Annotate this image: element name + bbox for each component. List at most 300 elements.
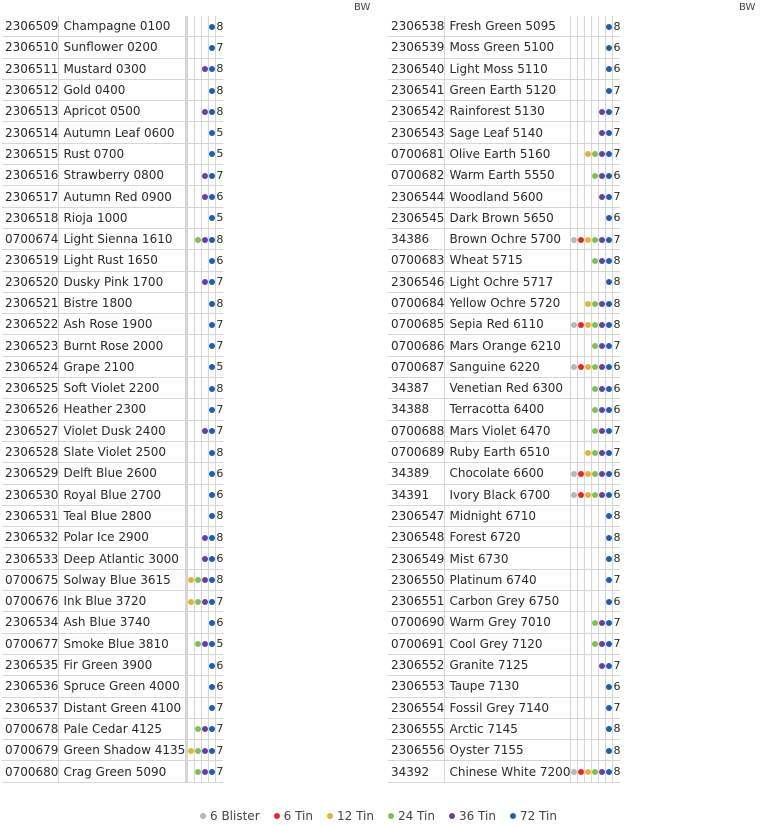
tin-cell (578, 79, 585, 100)
product-code: 34387 (388, 378, 445, 399)
color-name: Polar Ice 2900 (59, 527, 186, 548)
availability-dot (592, 343, 598, 349)
color-name: Ash Rose 1900 (59, 314, 186, 335)
product-code: 2306525 (2, 378, 59, 399)
color-row (2, 463, 223, 484)
bw-value: 6 (613, 37, 621, 58)
tin-cell (188, 505, 195, 526)
tin-cell (571, 463, 578, 484)
color-row (2, 335, 223, 356)
product-code: 2306541 (388, 79, 445, 100)
product-code: 2306524 (2, 356, 59, 377)
tin-cell (585, 16, 592, 37)
availability-dot (592, 151, 598, 157)
tin-cell (202, 761, 209, 782)
tin-cell (578, 101, 585, 122)
availability-dot (571, 471, 577, 477)
color-name: Sanguine 6220 (445, 356, 571, 377)
tin-cell (202, 527, 209, 548)
availability-dot (202, 556, 208, 562)
availability-dot (202, 66, 208, 72)
availability-dot (606, 322, 612, 328)
color-row (388, 271, 620, 292)
tin-cell (188, 484, 195, 505)
legend-dot (449, 813, 455, 819)
tin-cell (599, 633, 606, 654)
tin-cell (606, 79, 613, 100)
tin-cell (195, 314, 202, 335)
tin-cell (606, 420, 613, 441)
color-row (2, 505, 223, 526)
product-code: 2306530 (2, 484, 59, 505)
tin-cell (606, 292, 613, 313)
color-name: Yellow Ochre 5720 (445, 292, 571, 313)
product-code: 34391 (388, 484, 445, 505)
product-code: 2306526 (2, 399, 59, 420)
color-name: Teal Blue 2800 (59, 505, 186, 526)
tin-cell (188, 271, 195, 292)
tin-cell (571, 484, 578, 505)
color-row (2, 399, 223, 420)
bw-value: 8 (613, 16, 621, 37)
tin-cell (209, 697, 216, 718)
availability-dot (209, 279, 215, 285)
color-name: Burnt Rose 2000 (59, 335, 186, 356)
bw-value: 8 (216, 58, 224, 79)
tin-cell (592, 591, 599, 612)
tin-cell (585, 378, 592, 399)
tin-cell (599, 250, 606, 271)
bw-value: 5 (216, 356, 224, 377)
tin-cell (606, 654, 613, 675)
tin-cell (209, 718, 216, 739)
bw-value: 7 (613, 441, 621, 462)
availability-dot (606, 492, 612, 498)
tin-cell (606, 186, 613, 207)
bw-value: 8 (613, 292, 621, 313)
tin-cell (592, 441, 599, 462)
tin-cell (585, 484, 592, 505)
tin-cell (606, 484, 613, 505)
bw-value: 8 (216, 16, 224, 37)
product-code: 2306550 (388, 569, 445, 590)
tin-cell (188, 548, 195, 569)
tin-cell (209, 292, 216, 313)
tin-cell (606, 122, 613, 143)
tin-cell (571, 271, 578, 292)
color-name: Light Moss 5110 (445, 58, 571, 79)
tin-cell (188, 761, 195, 782)
color-name: Ivory Black 6700 (445, 484, 571, 505)
color-name: Granite 7125 (445, 654, 571, 675)
availability-dot (606, 726, 612, 732)
tin-cell (202, 591, 209, 612)
tin-cell (188, 463, 195, 484)
tin-cell (202, 16, 209, 37)
tin-cell (209, 335, 216, 356)
availability-dot (188, 599, 194, 605)
tin-cell (585, 676, 592, 697)
availability-dot (209, 173, 215, 179)
tin-cell (592, 548, 599, 569)
product-code: 0700687 (388, 356, 445, 377)
tin-cell (188, 292, 195, 313)
product-code: 2306551 (388, 591, 445, 612)
product-code: 2306542 (388, 101, 445, 122)
color-row (388, 484, 620, 505)
color-name: Warm Earth 5550 (445, 165, 571, 186)
product-code: 2306513 (2, 101, 59, 122)
tin-cell (592, 271, 599, 292)
availability-dot (592, 428, 598, 434)
tin-cell (599, 16, 606, 37)
tin-cell (571, 79, 578, 100)
tin-cell (585, 250, 592, 271)
tin-cell (599, 463, 606, 484)
bw-value: 7 (613, 697, 621, 718)
availability-dot (209, 130, 215, 136)
tin-cell (195, 356, 202, 377)
color-row (388, 292, 620, 313)
color-name: Pale Cedar 4125 (59, 718, 186, 739)
color-name: Gold 0400 (59, 79, 186, 100)
tin-cell (202, 356, 209, 377)
bw-value: 5 (216, 207, 224, 228)
color-row (2, 271, 223, 292)
availability-dot (606, 407, 612, 413)
tin-cell (578, 165, 585, 186)
color-row (388, 569, 620, 590)
product-code: 2306555 (388, 718, 445, 739)
tin-cell (606, 37, 613, 58)
tin-cell (578, 356, 585, 377)
availability-dot (195, 748, 201, 754)
color-row (388, 16, 620, 37)
color-row (2, 633, 223, 654)
color-row (2, 718, 223, 739)
availability-dot (599, 471, 605, 477)
legend-dot (274, 813, 280, 819)
availability-dot (585, 322, 591, 328)
bw-value: 8 (216, 441, 224, 462)
bw-value: 8 (216, 79, 224, 100)
availability-dot (578, 322, 584, 328)
color-name: Ink Blue 3720 (59, 591, 186, 612)
tin-cell (188, 441, 195, 462)
color-row (388, 186, 620, 207)
availability-dot (585, 492, 591, 498)
bw-value: 6 (216, 250, 224, 271)
color-row (388, 761, 620, 782)
product-code: 2306514 (2, 122, 59, 143)
product-code: 2306516 (2, 165, 59, 186)
tin-cell (202, 165, 209, 186)
tin-cell (585, 122, 592, 143)
tin-cell (195, 654, 202, 675)
color-row (388, 101, 620, 122)
availability-dot (606, 428, 612, 434)
color-row (2, 314, 223, 335)
bw-value: 8 (613, 250, 621, 271)
tin-cell (188, 612, 195, 633)
bw-value: 6 (613, 165, 621, 186)
tin-cell (585, 441, 592, 462)
tin-cell (188, 79, 195, 100)
availability-dot (209, 364, 215, 370)
availability-dot (592, 258, 598, 264)
availability-dot (606, 535, 612, 541)
tin-cell (188, 740, 195, 761)
color-row (2, 101, 223, 122)
availability-dot (209, 237, 215, 243)
tin-cell (592, 37, 599, 58)
tin-cell (209, 505, 216, 526)
bw-value: 8 (216, 569, 224, 590)
tin-cell (599, 165, 606, 186)
availability-dot (209, 577, 215, 583)
tin-cell (578, 548, 585, 569)
tin-cell (188, 335, 195, 356)
tin-cell (592, 143, 599, 164)
product-code: 2306552 (388, 654, 445, 675)
color-row (2, 292, 223, 313)
tin-cell (571, 718, 578, 739)
product-code: 2306510 (2, 37, 59, 58)
color-name: Grape 2100 (59, 356, 186, 377)
tin-cell (202, 292, 209, 313)
availability-dot (209, 748, 215, 754)
tin-cell (599, 122, 606, 143)
legend-label: 6 Tin (283, 809, 313, 823)
product-code: 2306537 (2, 697, 59, 718)
product-code: 0700690 (388, 612, 445, 633)
bw-value: 8 (613, 740, 621, 761)
bw-value: 6 (216, 612, 224, 633)
tin-cell (195, 420, 202, 441)
tin-cell (202, 399, 209, 420)
tin-cell (209, 548, 216, 569)
tin-cell (188, 207, 195, 228)
tin-cell (578, 527, 585, 548)
tin-cell (195, 143, 202, 164)
color-row (2, 612, 223, 633)
tin-cell (592, 378, 599, 399)
product-code: 2306521 (2, 292, 59, 313)
product-code: 2306556 (388, 740, 445, 761)
color-name: Crag Green 5090 (59, 761, 186, 782)
product-code: 2306534 (2, 612, 59, 633)
color-name: Platinum 6740 (445, 569, 571, 590)
bw-value: 6 (216, 654, 224, 675)
availability-dot (599, 194, 605, 200)
tin-cell (578, 335, 585, 356)
bw-value: 6 (216, 463, 224, 484)
tin-cell (202, 101, 209, 122)
availability-dot (592, 237, 598, 243)
tin-cell (592, 101, 599, 122)
tin-cell (585, 420, 592, 441)
tin-cell (571, 292, 578, 313)
bw-value: 7 (216, 165, 224, 186)
product-code: 2306519 (2, 250, 59, 271)
tin-cell (195, 718, 202, 739)
product-code: 0700679 (2, 740, 59, 761)
bw-value: 7 (613, 228, 621, 249)
tin-cell (209, 761, 216, 782)
product-code: 2306554 (388, 697, 445, 718)
tin-cell (202, 378, 209, 399)
color-name: Cool Grey 7120 (445, 633, 571, 654)
tin-cell (188, 143, 195, 164)
color-row (388, 548, 620, 569)
tin-cell (585, 79, 592, 100)
bw-value: 7 (216, 271, 224, 292)
color-name: Deep Atlantic 3000 (59, 548, 186, 569)
availability-dot (606, 705, 612, 711)
tin-cell (188, 356, 195, 377)
availability-dot (599, 237, 605, 243)
tin-cell (571, 250, 578, 271)
tin-cell (585, 58, 592, 79)
tin-cell (571, 633, 578, 654)
availability-dot (585, 769, 591, 775)
tin-cell (606, 16, 613, 37)
product-code: 2306520 (2, 271, 59, 292)
tin-cell (202, 633, 209, 654)
availability-dot (606, 641, 612, 647)
availability-dot (606, 599, 612, 605)
tin-cell (606, 378, 613, 399)
product-code: 0700684 (388, 292, 445, 313)
tin-cell (599, 79, 606, 100)
color-row (2, 569, 223, 590)
tin-cell (599, 527, 606, 548)
color-row (2, 484, 223, 505)
tin-cell (578, 58, 585, 79)
color-name: Delft Blue 2600 (59, 463, 186, 484)
tin-cell (195, 484, 202, 505)
bw-value: 7 (216, 335, 224, 356)
bw-value: 6 (613, 399, 621, 420)
tin-cell (599, 186, 606, 207)
tin-cell (188, 378, 195, 399)
color-row (388, 591, 620, 612)
tin-cell (195, 612, 202, 633)
tin-cell (599, 484, 606, 505)
tin-cell (209, 228, 216, 249)
product-code: 2306540 (388, 58, 445, 79)
product-code: 2306553 (388, 676, 445, 697)
tin-cell (209, 58, 216, 79)
tin-cell (585, 143, 592, 164)
color-row (388, 612, 620, 633)
product-code: 2306527 (2, 420, 59, 441)
product-code: 2306529 (2, 463, 59, 484)
availability-dot (592, 407, 598, 413)
color-row (388, 250, 620, 271)
product-code: 0700685 (388, 314, 445, 335)
tin-cell (571, 186, 578, 207)
product-code: 34389 (388, 463, 445, 484)
bw-value: 7 (613, 79, 621, 100)
tin-cell (571, 58, 578, 79)
availability-dot (585, 237, 591, 243)
bw-value: 6 (613, 463, 621, 484)
availability-dot (195, 726, 201, 732)
product-code: 34386 (388, 228, 445, 249)
tin-cell (599, 143, 606, 164)
tin-cell (202, 420, 209, 441)
tin-cell (606, 356, 613, 377)
tin-cell (585, 654, 592, 675)
availability-dot (599, 492, 605, 498)
availability-dot (606, 279, 612, 285)
availability-dot (585, 151, 591, 157)
color-name: Sage Leaf 5140 (445, 122, 571, 143)
tin-cell (571, 16, 578, 37)
tin-cell (599, 548, 606, 569)
availability-dot (209, 343, 215, 349)
color-row (388, 676, 620, 697)
tin-cell (606, 335, 613, 356)
color-name: Autumn Red 0900 (59, 186, 186, 207)
tin-cell (578, 633, 585, 654)
color-row (2, 228, 223, 249)
availability-dot (599, 322, 605, 328)
availability-dot (606, 513, 612, 519)
tin-cell (585, 569, 592, 590)
bw-value: 7 (613, 420, 621, 441)
bw-value: 6 (216, 186, 224, 207)
tin-cell (606, 548, 613, 569)
tin-cell (571, 37, 578, 58)
availability-dot (599, 151, 605, 157)
legend-label: 12 Tin (336, 809, 374, 823)
product-code: 2306518 (2, 207, 59, 228)
color-name: Autumn Leaf 0600 (59, 122, 186, 143)
availability-dot (592, 301, 598, 307)
tin-cell (209, 271, 216, 292)
tin-cell (585, 505, 592, 526)
tin-cell (202, 58, 209, 79)
tin-cell (195, 569, 202, 590)
tin-cell (606, 314, 613, 335)
product-code: 2306533 (2, 548, 59, 569)
tin-cell (578, 292, 585, 313)
product-code: 2306543 (388, 122, 445, 143)
color-row (2, 186, 223, 207)
product-code: 0700689 (388, 441, 445, 462)
product-code: 34388 (388, 399, 445, 420)
availability-dot (592, 641, 598, 647)
tin-cell (195, 79, 202, 100)
availability-dot (606, 301, 612, 307)
bw-value: 7 (613, 654, 621, 675)
tin-cell (592, 207, 599, 228)
availability-dot (209, 471, 215, 477)
tin-cell (578, 37, 585, 58)
tin-cell (599, 676, 606, 697)
availability-dot (202, 748, 208, 754)
availability-dot (209, 620, 215, 626)
tin-cell (209, 612, 216, 633)
tin-cell (209, 441, 216, 462)
tin-cell (571, 740, 578, 761)
color-row (2, 79, 223, 100)
bw-value: 6 (613, 356, 621, 377)
bw-value: 6 (613, 484, 621, 505)
tin-cell (606, 228, 613, 249)
